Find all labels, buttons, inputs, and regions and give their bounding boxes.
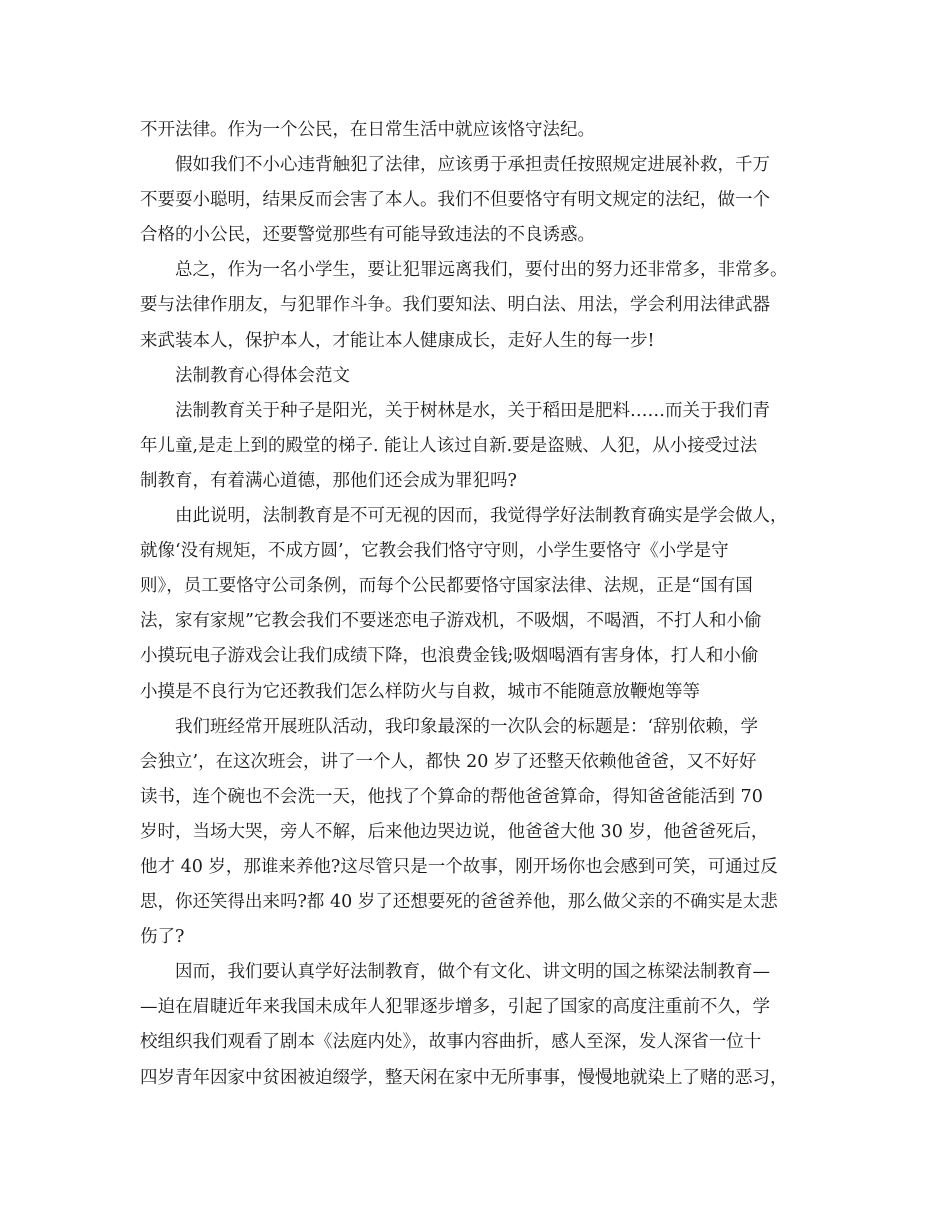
document-body <box>140 113 840 1096</box>
text-line: 四岁青年因家中贫困被迫缀学，整天闲在家中无所事事，慢慢地就染上了赌的恶习， <box>140 1067 788 1088</box>
text-line: 制教育，有着满心道德，那他们还会成为罪犯吗? <box>140 470 517 491</box>
text-line: 来武装本人，保护本人，才能让本人健康成长，走好人生的每一步! <box>140 330 655 351</box>
text-line: 就像‘没有规矩，不成方圆’，它教会我们恪守守则，小学生要恪守《小学是守 <box>140 541 729 562</box>
text-line: 因而，我们要认真学好法制教育，做个有文化、讲文明的国之栋梁法制教育— <box>175 962 770 983</box>
text-line: 会独立’，在这次班会，讲了一个人，都快 20 岁了还整天依赖他爸爸，又不好好 <box>140 751 757 772</box>
text-line: 不要耍小聪明，结果反而会害了本人。我们不但要恪守有明文规定的法纪，做一个 <box>140 190 770 211</box>
text-line: 法制教育关于种子是阳光，关于树林是水，关于稻田是肥料……而关于我们青 <box>175 400 770 421</box>
text-line: 总之，作为一名小学生，要让犯罪远离我们，要付出的努力还非常多，非常多。 <box>175 260 788 281</box>
text-line: 小摸是不良行为它还教我们怎么样防火与自救，城市不能随意放鞭炮等等 <box>140 681 700 702</box>
text-line: 校组织我们观看了剧本《法庭内处》，故事内容曲折，感人至深，发人深省一位十 <box>140 1032 762 1053</box>
text-line: 要与法律作朋友，与犯罪作斗争。我们要知法、明白法、用法，学会利用法律武器 <box>140 295 770 316</box>
text-line: 由此说明，法制教育是不可无视的因而，我觉得学好法制教育确实是学会做人， <box>175 506 788 527</box>
text-line: 岁时，当场大哭，旁人不解，后来他边哭边说，他爸爸大他 30 岁，他爸爸死后， <box>140 821 769 842</box>
text-line: 小摸玩电子游戏会让我们成绩下降，也浪费金钱;吸烟喝酒有害身体，打人和小偷 <box>140 646 759 667</box>
text-line: 假如我们不小心违背触犯了法律，应该勇于承担责任按照规定进展补救，千万 <box>175 155 770 176</box>
text-line: 思，你还笑得出来吗?都 40 岁了还想要死的爸爸养他，那么做父亲的不确实是太悲 <box>140 892 778 913</box>
text-line: —迫在眉睫近年来我国未成年人犯罪逐步增多，引起了国家的高度注重前不久，学 <box>140 997 770 1018</box>
text-line: 法，家有家规”它教会我们不要迷恋电子游戏机，不吸烟，不喝酒，不打人和小偷 <box>140 611 762 632</box>
text-line: 合格的小公民，还要警觉那些有可能导致违法的不良诱惑。 <box>140 225 595 246</box>
text-line: 我们班经常开展班队活动，我印象最深的一次队会的标题是：‘辞别依赖，学 <box>175 716 759 737</box>
text-line: 年儿童,是走上到的殿堂的梯子. 能让人该过自新.要是盗贼、人犯，从小接受过法 <box>140 435 758 456</box>
text-line: 伤了? <box>140 927 185 948</box>
text-line: 读书，连个碗也不会洗一天，他找了个算命的帮他爸爸算命，得知爸爸能活到 70 <box>140 786 763 807</box>
text-line: 他才 40 岁，那谁来养他?这尽管只是一个故事，刚开场你也会感到可笑，可通过反 <box>140 856 778 877</box>
text-line: 不开法律。作为一个公民，在日常生活中就应该恪守法纪。 <box>140 120 595 140</box>
text-line: 则》，员工要恪守公司条例，而每个公民都要恪守国家法律、法规，正是“国有国 <box>140 576 753 597</box>
section-heading: 法制教育心得体会范文 <box>175 365 350 386</box>
